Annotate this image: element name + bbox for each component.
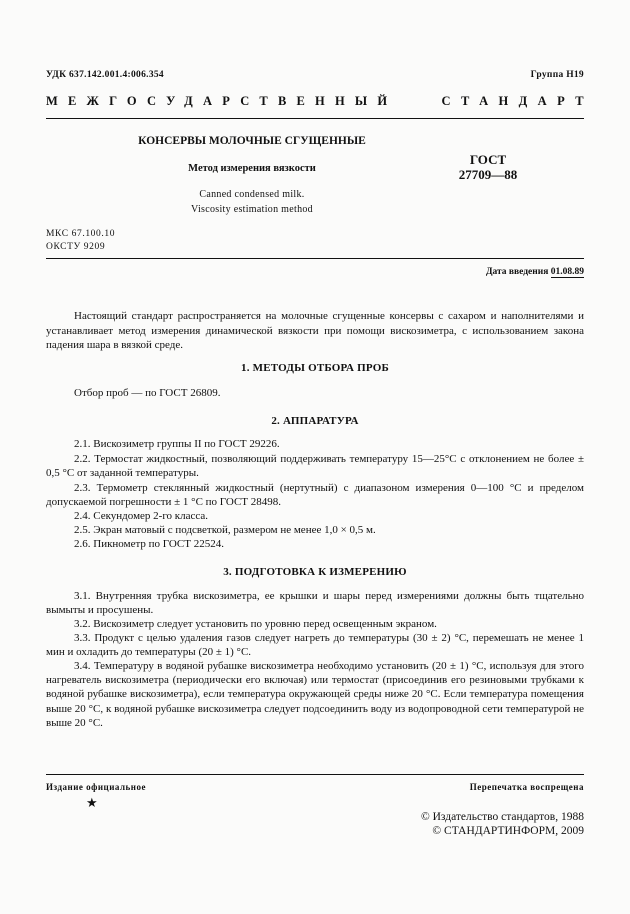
item-number [46, 387, 74, 399]
section-title: 2. АППАРАТУРА [271, 415, 359, 427]
item-number: 2.3. [74, 482, 91, 494]
list-item [46, 509, 584, 523]
item-number: 3.1. [74, 590, 91, 602]
copyright-2: © СТАНДАРТИНФОРМ, 2009 [432, 825, 584, 837]
item-text: Секундомер 2-го класса. [93, 510, 209, 522]
item-text: Экран матовый с подсветкой, размером не менее 1,0 × 0,5 м. [93, 524, 376, 536]
item-text: Вискозиметр следует установить по уровню перед освещенным экраном. [93, 618, 437, 630]
item-number: 2.4. [74, 510, 91, 522]
banner-right: СТАНДАРТ [441, 94, 594, 108]
gost-number: 27709—88 [458, 167, 518, 182]
list-item [46, 631, 584, 659]
intro-date [486, 267, 584, 277]
item-number: 2.2. [74, 453, 91, 465]
star-icon: ★ [86, 795, 98, 810]
okstu-code: ОКСТУ 9209 [46, 242, 106, 252]
item-number: 3.3. [74, 632, 91, 644]
list-item [46, 452, 584, 480]
list-item [46, 659, 584, 730]
reprint-forbidden: Перепечатка воспрещена [469, 782, 584, 792]
item-number: 2.5. [74, 524, 91, 536]
item-text: Внутренняя трубка вискозиметра, ее крышки и шары перед измерениями должны быть тщательно вымыты и просушены. [46, 590, 584, 617]
group-code: Группа Н19 [530, 70, 584, 80]
item-text: Температуру в водяной рубашке вискозиметра необходимо установить (20 ± 1) °С, используя для этого нагреватель вискозиметра (периодически его включая) или термостат (присоединив его резиновыми трубками к водяной рубашке вискозиметра), если температура окружающей среды ниже 20 °С. Если температура помещения выше 20 °С, к водяной рубашке вискозиметра следует подсоединить воду из водопроводной сети температурой не выше 20 °С. [46, 660, 584, 729]
english-title-line2: Viscosity estimation method [191, 204, 313, 215]
section-title: 1. МЕТОДЫ ОТБОРА ПРОБ [241, 362, 389, 374]
intro-date-value: 01.08.89 [550, 267, 584, 277]
codes-rule [46, 258, 584, 259]
item-number: 3.2. [74, 618, 91, 630]
section-title: 3. ПОДГОТОВКА К ИЗМЕРЕНИЮ [223, 566, 407, 578]
item-text: Пикнометр по ГОСТ 22524. [93, 538, 224, 550]
english-title-line1: Canned condensed milk. [199, 189, 305, 200]
item-text: Отбор проб — по ГОСТ 26809. [74, 387, 221, 399]
item-text: Термометр стеклянный жидкостный (нертутный) с диапазоном измерения 0—100 °С и пределом допускаемой погрешности ± 1 °С по ГОСТ 28498. [46, 482, 585, 509]
list-item [46, 386, 584, 400]
copyright-1: © Издательство стандартов, 1988 [420, 811, 584, 823]
list-item [46, 589, 584, 617]
item-number: 2.6. [74, 538, 91, 550]
udk-code: УДК 637.142.001.4:006.354 [46, 70, 164, 80]
item-number: 3.4. [74, 660, 91, 672]
list-item [46, 437, 584, 451]
list-item [46, 537, 584, 551]
official-edition: Издание официальное [46, 782, 146, 792]
item-text: Вискозиметр группы II по ГОСТ 29226. [93, 438, 280, 450]
intro-date-label: Дата введения [485, 267, 549, 277]
footer-rule [46, 774, 584, 775]
document-title: КОНСЕРВЫ МОЛОЧНЫЕ СГУЩЕННЫЕ [138, 135, 366, 147]
header-rule [46, 118, 584, 119]
item-text: Продукт с целью удаления газов следует нагреть до температуры (30 ± 2) °С, перемешать не менее 1 мин и охладить до температуры (20 ± 1) °С. [46, 632, 584, 659]
intro-paragraph: Настоящий стандарт распространяется на молочные сгущенные консервы с сахаром и наполнителями и устанавливает метод измерения динамической вязкости при помощи вискозиметра, с использованием закона падения шара в вязкой среде. [46, 310, 584, 351]
item-text: Термостат жидкостный, позволяющий поддерживать температуру 15—25°С с отклонением не более ± 0,5 °С от заданной температуры. [46, 453, 584, 480]
gost-label: ГОСТ [469, 152, 507, 167]
mks-code: МКС 67.100.10 [46, 229, 116, 239]
list-item [46, 617, 584, 631]
list-item [46, 523, 584, 537]
item-number: 2.1. [74, 438, 91, 450]
list-item [46, 481, 584, 509]
banner-left: МЕЖГОСУДАРСТВЕННЫЙ [46, 94, 398, 108]
document-subtitle: Метод измерения вязкости [188, 163, 316, 174]
